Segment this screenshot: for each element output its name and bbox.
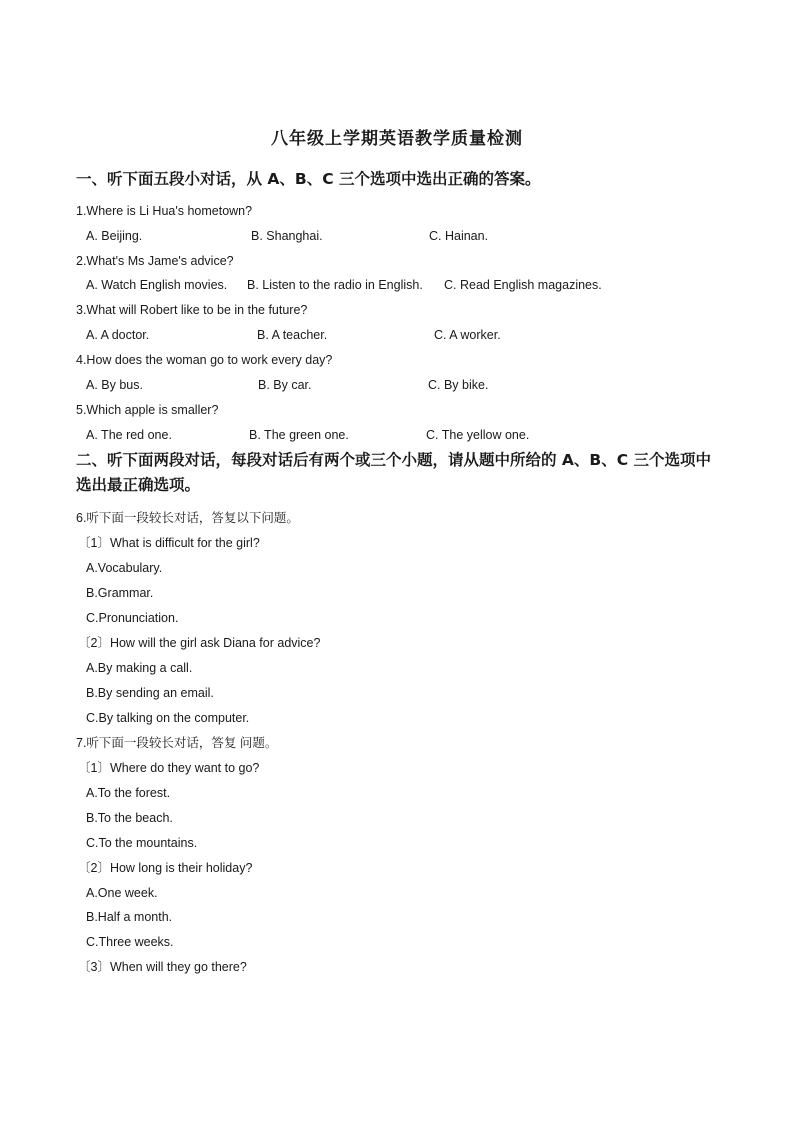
section2-heading-line2: 选出最正确选项。 — [76, 476, 201, 494]
q7-sub1-option-a: A.To the forest. — [86, 786, 171, 800]
q6-sub1-option-b: B.Grammar. — [86, 586, 154, 600]
q6-sub2-option-b: B.By sending an email. — [86, 686, 214, 700]
q6-sub1-option-a: A.Vocabulary. — [86, 561, 163, 575]
q6-sub2-option-c: C.By talking on the computer. — [86, 711, 250, 725]
question-4: 4.How does the woman go to work every day? — [76, 353, 333, 367]
question-3: 3.What will Robert like to be in the future? — [76, 303, 308, 317]
question-2: 2.What's Ms Jame's advice? — [76, 254, 234, 268]
q3-option-c: C. A worker. — [434, 328, 501, 342]
q7-sub1-question: 〔1〕Where do they want to go? — [78, 761, 260, 775]
q6-sub2-question: 〔2〕How will the girl ask Diana for advice? — [78, 636, 321, 650]
question-1: 1.Where is Li Hua's hometown? — [76, 204, 253, 218]
question-7-intro: 7.听下面一段较长对话，答复 问题。 — [76, 736, 278, 750]
q7-sub1-option-b: B.To the beach. — [86, 811, 173, 825]
q7-sub2-option-c: C.Three weeks. — [86, 935, 174, 949]
question-6-intro: 6.听下面一段较长对话，答复以下问题。 — [76, 511, 299, 525]
q6-sub2-option-a: A.By making a call. — [86, 661, 193, 675]
question-5: 5.Which apple is smaller? — [76, 403, 219, 417]
q3-option-b: B. A teacher. — [257, 328, 328, 342]
q5-option-c: C. The yellow one. — [426, 428, 530, 442]
q5-option-a: A. The red one. — [86, 428, 172, 442]
q4-option-c: C. By bike. — [428, 378, 489, 392]
q6-sub1-question: 〔1〕What is difficult for the girl? — [78, 536, 260, 550]
q2-option-c: C. Read English magazines. — [444, 278, 602, 292]
q7-sub2-option-b: B.Half a month. — [86, 910, 173, 924]
q5-option-b: B. The green one. — [249, 428, 349, 442]
q2-option-b: B. Listen to the radio in English. — [247, 278, 423, 292]
q4-option-b: B. By car. — [258, 378, 312, 392]
section2-heading-line1: 二、听下面两段对话，每段对话后有两个或三个小题，请从题中所给的 A、B、C 三个选项中 — [76, 451, 711, 469]
q7-sub1-option-c: C.To the mountains. — [86, 836, 198, 850]
q1-option-a: A. Beijing. — [86, 229, 143, 243]
page-title: 八年级上学期英语教学质量检测 — [271, 129, 523, 149]
q3-option-a: A. A doctor. — [86, 328, 150, 342]
q7-sub2-question: 〔2〕How long is their holiday? — [78, 861, 253, 875]
q7-sub2-option-a: A.One week. — [86, 886, 158, 900]
q6-sub1-option-c: C.Pronunciation. — [86, 611, 179, 625]
q1-option-c: C. Hainan. — [429, 229, 489, 243]
q4-option-a: A. By bus. — [86, 378, 143, 392]
q7-sub3-question: 〔3〕When will they go there? — [78, 960, 247, 974]
section1-heading: 一、听下面五段小对话，从 A、B、C 三个选项中选出正确的答案。 — [76, 170, 541, 188]
q2-option-a: A. Watch English movies. — [86, 278, 228, 292]
q1-option-b: B. Shanghai. — [251, 229, 323, 243]
